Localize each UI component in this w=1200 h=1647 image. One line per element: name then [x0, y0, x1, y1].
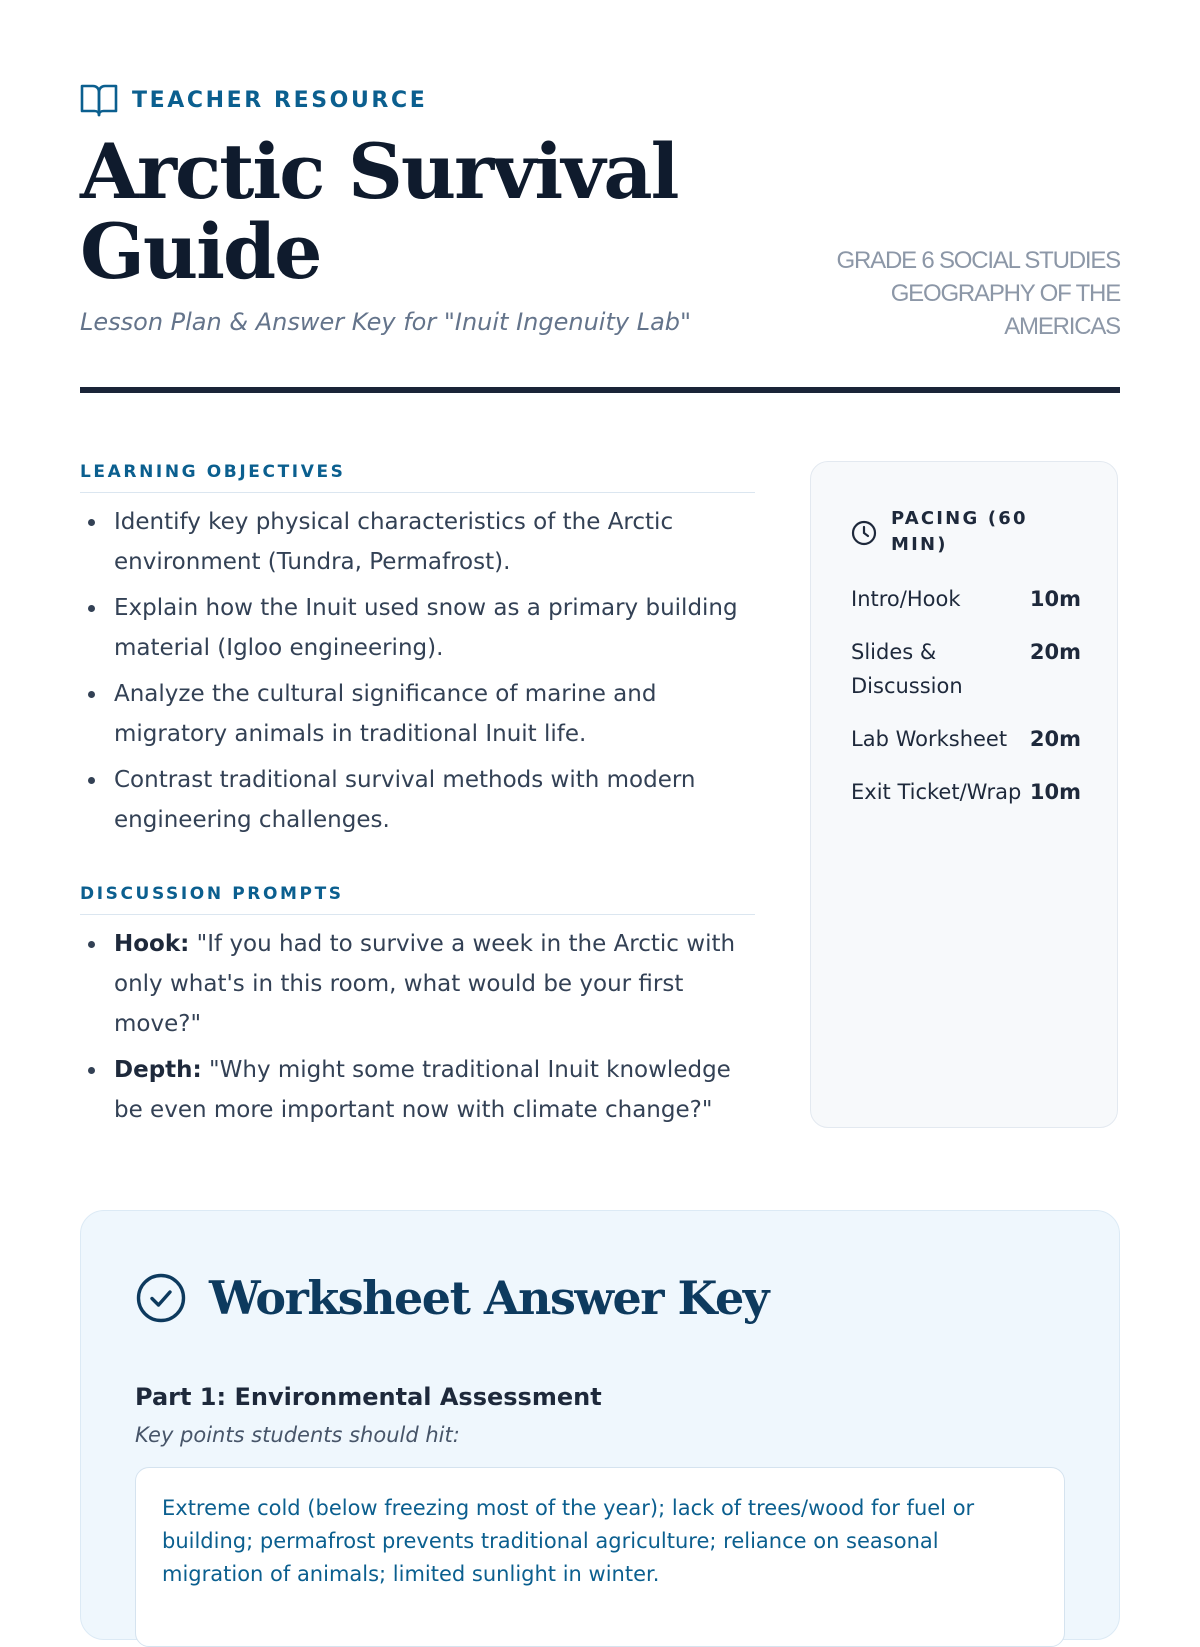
pacing-row — [851, 582, 1081, 616]
part-title: Part 1: Environmental Assessment — [135, 1383, 602, 1411]
pacing-row-value: 20m — [1029, 640, 1081, 664]
clock-icon — [851, 520, 877, 546]
pacing-row — [851, 775, 1081, 809]
pacing-title: PACING (60 MIN) — [891, 508, 1028, 555]
list-item: Analyze the cultural significance of marine and migratory animals in traditional Inuit life. — [80, 674, 760, 754]
answer-box — [135, 1467, 1065, 1647]
answer-key-title: Worksheet Answer Key — [209, 1271, 768, 1325]
prompt-text: "If you had to survive a week in the Arctic with only what's in this room, what would be your first move?" — [114, 931, 736, 1037]
pacing-rows — [851, 582, 1081, 828]
pacing-row-label: Exit Ticket/Wrap — [851, 780, 1022, 804]
eyebrow — [80, 84, 427, 116]
objectives-heading: LEARNING OBJECTIVES — [80, 462, 755, 493]
eyebrow-label: TEACHER RESOURCE — [132, 87, 428, 113]
pacing-row-label: Intro/Hook — [851, 587, 961, 611]
pacing-card — [810, 461, 1118, 1128]
part-note: Key points students should hit: — [135, 1423, 460, 1447]
grade-label: GRADE 6 SOCIAL STUDIES GEOGRAPHY OF THE AMERICAS — [836, 247, 1120, 340]
list-item: Identify key physical characteristics of the Arctic environment (Tundra, Permafrost). — [80, 502, 760, 582]
check-circle-icon — [135, 1272, 187, 1324]
pacing-row-value: 10m — [1029, 587, 1081, 611]
pacing-row-label: Lab Worksheet — [851, 727, 1008, 751]
pacing-row-value: 20m — [1029, 727, 1081, 751]
prompt-label: Depth: — [114, 1057, 202, 1083]
list-item — [80, 924, 760, 1044]
pacing-row — [851, 722, 1081, 756]
page-title: Arctic Survival Guide — [80, 127, 678, 296]
answer-text: Extreme cold (below freezing most of the year); lack of trees/wood for fuel or building; permafrost prevents traditional agriculture; reliance on seasonal migration of animals; limited sunlight in winter. — [162, 1496, 975, 1586]
header-divider — [80, 387, 1120, 393]
prompt-text: "Why might some traditional Inuit knowledge be even more important now with climate change?" — [114, 1057, 731, 1123]
answer-key-header — [135, 1271, 768, 1325]
book-icon — [80, 83, 118, 117]
objectives-list — [80, 502, 760, 846]
pacing-row-label: Slides & Discussion — [851, 640, 963, 698]
prompts-heading: DISCUSSION PROMPTS — [80, 884, 755, 915]
prompt-label: Hook: — [114, 931, 190, 957]
pacing-row — [851, 635, 1081, 703]
pacing-row-value: 10m — [1029, 780, 1081, 804]
prompts-list — [80, 924, 760, 1136]
list-item: Explain how the Inuit used snow as a primary building material (Igloo engineering). — [80, 588, 760, 668]
lesson-plan-page — [80, 0, 1120, 1600]
list-item — [80, 1050, 760, 1130]
list-item: Contrast traditional survival methods with modern engineering challenges. — [80, 760, 760, 840]
pacing-header — [851, 506, 1051, 558]
answer-key-panel — [80, 1210, 1120, 1640]
page-subtitle: Lesson Plan & Answer Key for "Inuit Ingenuity Lab" — [80, 308, 692, 336]
